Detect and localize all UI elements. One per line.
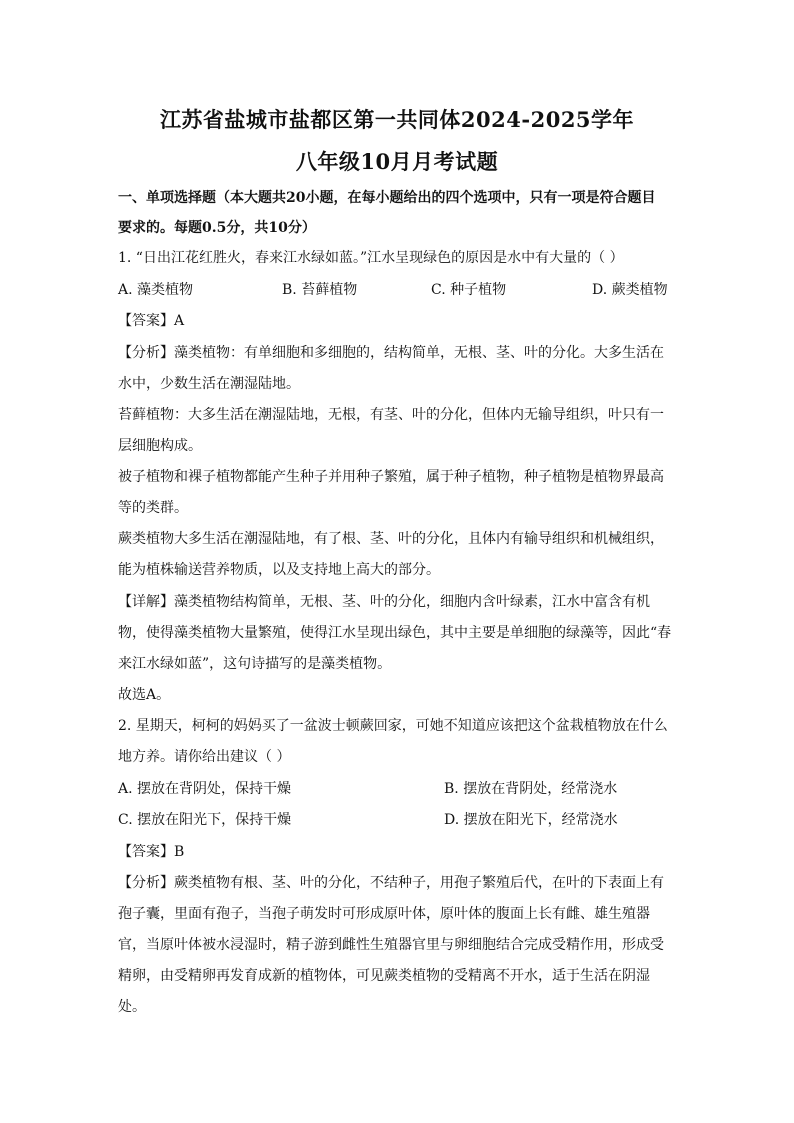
section-heading-line2: 要求的。每题0.5分，共10分）	[118, 220, 316, 236]
q1-detail-line: 来江水绿如蓝”，这句诗描写的是藻类植物。	[118, 656, 392, 672]
q2-analysis-line: 精卵，由受精卵再发育成新的植物体，可见蕨类植物的受精离不开水，适于生活在阴湿	[118, 968, 650, 984]
question-2-stem-line2: 地方养。请你给出建议（ ）	[118, 749, 291, 765]
q1-option-a: A. 藻类植物	[118, 282, 194, 298]
q2-analysis-line: 孢子囊，里面有孢子，当孢子萌发时可形成原叶体，原叶体的腹面上长有雌、雄生殖器	[118, 906, 650, 922]
page-title-line2: 八年级10月月考试题	[295, 149, 499, 174]
q1-detail-line: 【详解】藻类植物结构简单，无根、茎、叶的分化，细胞内含叶绿素，江水中富含有机	[118, 594, 650, 610]
question-2-stem-line1: 2. 星期天，柯柯的妈妈买了一盆波士顿蕨回家，可她不知道应该把这个盆栽植物放在什么	[118, 718, 668, 734]
q2-analysis-line: 【分析】蕨类植物有根、茎、叶的分化，不结种子，用孢子繁殖后代，在叶的下表面上有	[118, 875, 664, 891]
q2-option-a: A. 摆放在背阴处，保持干燥	[118, 781, 292, 797]
q1-analysis-line: 水中，少数生活在潮湿陆地。	[118, 376, 300, 392]
q1-analysis-line: 被子植物和裸子植物都能产生种子并用种子繁殖，属于种子植物，种子植物是植物界最高	[118, 469, 664, 485]
section-heading-line1: 一、单项选择题（本大题共20小题，在每小题给出的四个选项中，只有一项是符合题目	[118, 190, 656, 206]
q1-option-d: D. 蕨类植物	[592, 282, 668, 298]
q2-option-c: C. 摆放在阳光下，保持干燥	[118, 812, 292, 828]
q1-analysis-line: 【分析】藻类植物：有单细胞和多细胞的，结构简单，无根、茎、叶的分化。大多生活在	[118, 345, 664, 361]
page-title-line1: 江苏省盐城市盐都区第一共同体2024-2025学年	[159, 107, 635, 132]
question-1-stem: 1. “日出江花红胜火，春来江水绿如蓝。”江水呈现绿色的原因是水中有大量的（ ）	[118, 250, 624, 266]
q2-option-d: D. 摆放在阳光下，经常浇水	[444, 812, 618, 828]
q2-analysis-line: 处。	[118, 999, 146, 1015]
q1-detail-line: 物，使得藻类植物大量繁殖，使得江水呈现出绿色，其中主要是单细胞的绿藻等，因此“春	[118, 625, 672, 641]
q2-option-b: B. 摆放在背阴处，经常浇水	[444, 781, 618, 797]
q2-answer: 【答案】B	[118, 844, 185, 860]
q2-analysis-line: 官，当原叶体被水浸湿时，精子游到雌性生殖器官里与卵细胞结合完成受精作用，形成受	[118, 937, 664, 953]
q1-conclusion: 故选A。	[118, 687, 171, 703]
q1-option-b: B. 苔藓植物	[282, 282, 358, 298]
q1-analysis-line: 层细胞构成。	[118, 438, 202, 454]
q1-answer: 【答案】A	[118, 313, 185, 329]
q1-analysis-line: 等的类群。	[118, 500, 188, 516]
q1-option-c: C. 种子植物	[431, 282, 507, 298]
q1-analysis-line: 能为植株输送营养物质，以及支持地上高大的部分。	[118, 562, 440, 578]
q1-analysis-line: 苔藓植物：大多生活在潮湿陆地，无根，有茎、叶的分化，但体内无输导组织，叶只有一	[118, 407, 664, 423]
q1-analysis-line: 蕨类植物大多生活在潮湿陆地，有了根、茎、叶的分化，且体内有输导组织和机械组织，	[118, 531, 664, 547]
